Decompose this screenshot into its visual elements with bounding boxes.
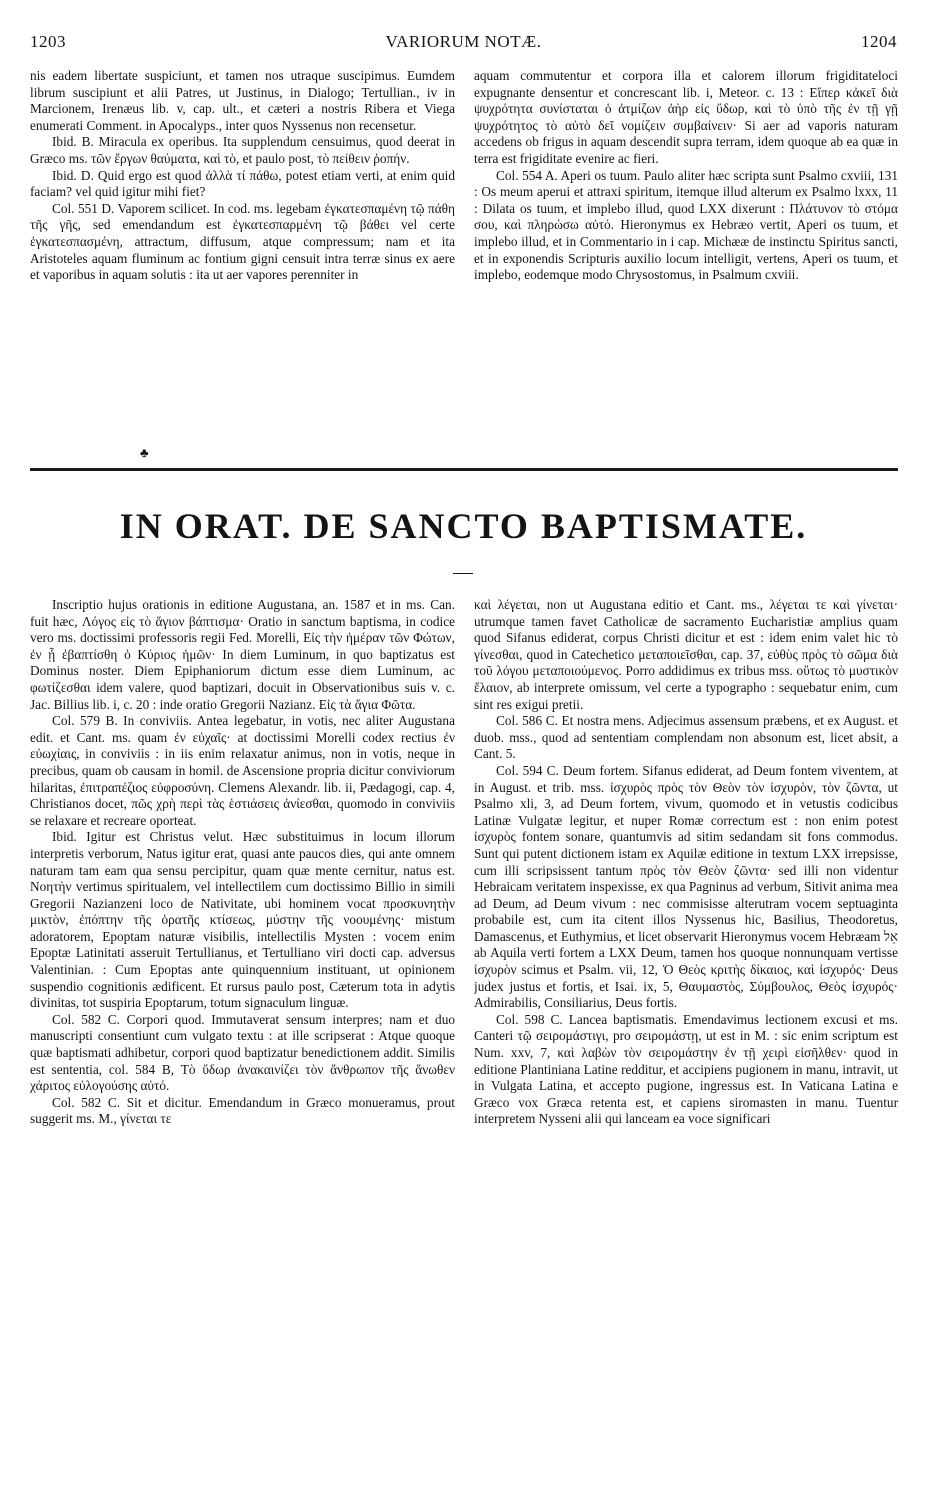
paragraph: Ibid. D. Quid ergo est quod ἀλλὰ τί πάθω, potest etiam verti, at enim quid faciam? vel quid igitur mihi fiet? [30, 167, 455, 200]
ornament-icon: ♣ [140, 445, 149, 460]
paragraph: Col. 551 D. Vaporem scilicet. In cod. ms. legebam ἐγκατεσπαμένη τῷ πάθη τῆς γῆς, sed emendandum est ἐγκατεσπαρμένη τῷ βάθει vel certe ἐγκατεσπασμένη, attractum, diffusum, atque compressum; nam et ita Aristoteles aquam fluminum ac fontium gigni censuit intra terræ sinus ex aere et vaporibus in aquam solutis : ita ut aer vapores perenniter in [30, 200, 455, 283]
paragraph: Col. 586 C. Et nostra mens. Adjecimus assensum præbens, et ex August. et duob. mss., quod ad sententiam complendam non absonum est, licet absit, a Cant. 5. [474, 713, 898, 762]
paragraph: Ibid. B. Miracula ex operibus. Ita supplendum censuimus, quod deerat in Græco ms. τῶν ἔργων θαύματα, καὶ τὸ, et paulo post, τὸ πείθειν ῥοπήν. [30, 134, 455, 166]
paragraph: Col. 579 B. In conviviis. Antea legebatur, in votis, nec aliter Augustana edit. et Cant. ms. quam ἐν εὐχαῖς· at doctissimi Morelli codex rectius ἐν εὐωχίαις, in conviviis : in iis enim relaxatur animus, non in votis, neque in precibus, quam ob causam in homil. de Ascensione propria dicitur conviviorum hilaritas, ἐπιτραπέζιος εὐφροσύνη. Clemens Alexandr. lib. ii, Pædagogi, cap. 4, Christianos docet, πῶς χρὴ περὶ τὰς ἑστιάσεις ἀνίεσθαι, quomodo in conviviis se relaxare et recreare oporteat. [30, 713, 455, 828]
page-number-left: 1203 [30, 32, 66, 51]
paragraph: Col. 598 C. Lancea baptismatis. Emendavimus lectionem excusi et ms. Canteri τῷ σειρομάστιγι, pro σειρομάστῃ, ut est in M. : sic enim scriptum est Num. xxv, 7, καὶ λαβὼν τὸν σειρομάστην ἐν τῇ χειρὶ εἰσῆλθεν· quod in editione Plantiniana Latine redditur, et accipiens pugionem in manu, intravit, ut in Vulgata Latina, et accepto pugione, ingressus est. In Vaticana Latina e Græco vox Græca retenta est, et capiens siromasten in manu. Tuentur interpretem Nysseni alii qui lanceam ea voce significari [474, 1011, 898, 1127]
paragraph: aquam commutentur et corpora illa et calorem illorum frigiditateloci expugnante densentur et concrescant lib. i, Meteor. c. 13 : Εἴπερ κἀκεῖ διὰ ψυχρότητα συνίσταται ὁ ἀτμίζων ἀὴρ εἰς ὕδωρ, καὶ τὸ ὑπὸ τῆς ἐν τῇ γῇ ψυχρότητος τὸ αὐτὸ δεῖ νομίζειν συμβαίνειν· Si aer ad vaporis naturam accedens ob frigus in aquam descendit supra terram, idem quoque ab ea quæ in terra est frigiditate evenire ac fieri. [474, 68, 898, 166]
paragraph: Inscriptio hujus orationis in editione Augustana, an. 1587 et in ms. Can. fuit hæc, Λόγος εἰς τὸ ἅγιον βάπτισμα· Oratio in sanctum baptisma, in codice vero ms. doctissimi professoris regii Fed. Morelli, Εἰς τὴν ἡμέραν τῶν Φώτων, ἐν ᾗ ἐβαπτίσθη ὁ Κύριος ἡμῶν· In diem Luminum, in quo baptizatus est Dominus noster. Diem Epiphaniorum dictum esse diem Luminum, ac φωτίζεσθαι idem valere, quod baptizari, docuit in Observationibus suis v. c. Jac. Billius lib. i, c. 20 : inde oratio Gregorii Nazianz. Εἰς τὰ ἅγια Φῶτα. [30, 597, 455, 712]
paragraph: Col. 582 C. Sit et dicitur. Emendandum in Græco monueramus, prout suggerit ms. M., γίνεται τε [30, 1094, 455, 1127]
paragraph: Col. 594 C. Deum fortem. Sifanus ediderat, ad Deum fontem viventem, at in August. et trib. mss. ἰσχυρὸς πρὸς τὸν Θεὸν τὸν ἰσχυρὸν, τὸν ζῶντα, ut Psalmo xli, 3, ad Deum fortem, vivum, quomodo et in vetustis codicibus Latinæ Vulgatæ legitur, et nuper Romæ correctum est : non enim potest ἰσχυρὸς fontem sonare, quantumvis ad sitim sedandam sit fons commodus. Sunt qui putent dictionem istam ex Aquilæ editione in textum LXX irrepsisse, cum illi scripsissent tantum πρὸς τὸν Θεὸν ζῶντα· sed illi non videntur Hebraicam veritatem inspexisse, ex qua Pagninus ad verbum, Sitivit anima mea ad Deum, ad Deum vivum : nec commisisse alterutram vocem septuaginta probabile est, cum ita citent illos Nyssenus hic, Basilius, Theodoretus, Damascenus, et Euthymius, et licet observarit Hieronymus vocem Hebræam אֵל ab Aquila verti fortem a LXX Deum, tamen hos quoque nonnunquam vertisse ἰσχυρὸν scimus et Psalm. vii, 12, Ὁ Θεὸς κριτὴς δίκαιος, καὶ ἰσχυρός· Deus judex justus et fortis, et Isai. ix, 5, Θαυμαστὸς, Σύμβουλος, Θεὸς ἰσχυρός· Admirabilis, Consiliarius, Deus fortis. [474, 762, 898, 1011]
paragraph: Ibid. Igitur est Christus velut. Hæc substituimus in locum illorum interpretis verborum, Natus igitur erat, quasi ante paucos dies, qui ante omnem naturam tam eam qua sensu percipitur, quam quæ mente cernitur, natus est. Νοητὴν vertimus spiritualem, vel intellectilem cum doctissimo Billio in simili Gregorii Nazianzeni loco de Nativitate, ubi hominem vocat προσκυνητὴν μικτὸν, ἐπόπτην τῆς ὁρατῆς κτίσεως, μύστην τῆς νοουμένης· mistum adoratorem, Epoptam naturæ visibilis, intellectilis Mysten : vocem enim Epoptæ Latinitati asseruit Tertullianus, et Tertulliano viri docti cap. adversus Valentinian. : Cum Epoptas ante quinquennium instituant, ut opinionem suspendio cognitionis ædificent. Et rursus paulo post, Cæterum tota in adytis divinitas, tot suspiria Epoptarum, totum signaculum linguæ. [30, 829, 455, 1011]
paragraph: καὶ λέγεται, non ut Augustana editio et Cant. ms., λέγεται τε καὶ γίνεται· utrumque tamen favet Catholicæ de sacramento Eucharistiæ amplius quam quod Sifanus ediderat, corpus Christi dicitur et est : idem enim valet hic τὸ γίνεσθαι, quod in Catechetico μεταποιεῖσθαι, cap. 37, εὐθὺς πρὸς τὸ σῶμα διὰ τοῦ λόγου μεταποιούμενος. Porro addidimus ex tribus mss. οὕτως τὸ μυστικὸν ἔλαιον, ab interprete omissum, vel certe a typographo : sequebatur enim, cum sint res exigui pretii. [474, 597, 898, 712]
bottom-left-column [30, 597, 455, 1493]
bottom-right-column [474, 597, 898, 1493]
section-divider [30, 468, 898, 471]
section-title: IN ORAT. DE SANCTO BAPTISMATE. [119, 506, 808, 546]
top-left-column [30, 68, 455, 444]
title-underline [453, 573, 473, 574]
page-number-right: 1204 [861, 32, 897, 51]
page-header [30, 32, 897, 56]
paragraph: Col. 554 A. Aperi os tuum. Paulo aliter hæc scripta sunt Psalmo cxviii, 131 : Os meum aperui et attraxi spiritum, itemque illud alterum ex Psalmo lxxx, 11 : Dilata os tuum, et implebo illud, quod LXX dixerunt : Πλάτυνον τὸ στόμα σου, καὶ πληρώσω αὐτό. Hieronymus ex Hebræo vertit, Aperi os tuum, et implebo illud, et in Commentario in i cap. Michææ de instinctu Spiritus sancti, et in exponendis Scripturis auxilio locum intelligit, vertens, Aperi os tuum, et implebo, eodemque modo Chrysostomus, in Psalmum cxviii. [474, 167, 898, 283]
running-title: VARIORUM NOTÆ. [385, 32, 542, 51]
paragraph: Col. 582 C. Corpori quod. Immutaverat sensum interpres; nam et duo manuscripti consentiunt cum vulgato textu : at ille scripserat : Atque quoque quæ baptismati adhibetur, corpori quod baptizatur benedictionem addit. Similis est sententia, col. 584 B, Τὸ ὕδωρ ἀνακαινίζει τὸν ἄνθρωπον τῆς ἄνωθεν χάριτος εὐλογούσης αὐτό. [30, 1011, 455, 1094]
paragraph: nis eadem libertate suspiciunt, et tamen nos utraque suscipimus. Eumdem librum suscipiunt et alii Patres, ut Justinus, in Dialogo; Tertullian., iv in Marcionem, Irenæus lib. v, cap. ult., et cæteri a nostris Ribera et Viega enumerati Comment. in Apocalyps., inter quos Nyssenus non recensetur. [30, 68, 455, 133]
top-right-column [474, 68, 898, 444]
